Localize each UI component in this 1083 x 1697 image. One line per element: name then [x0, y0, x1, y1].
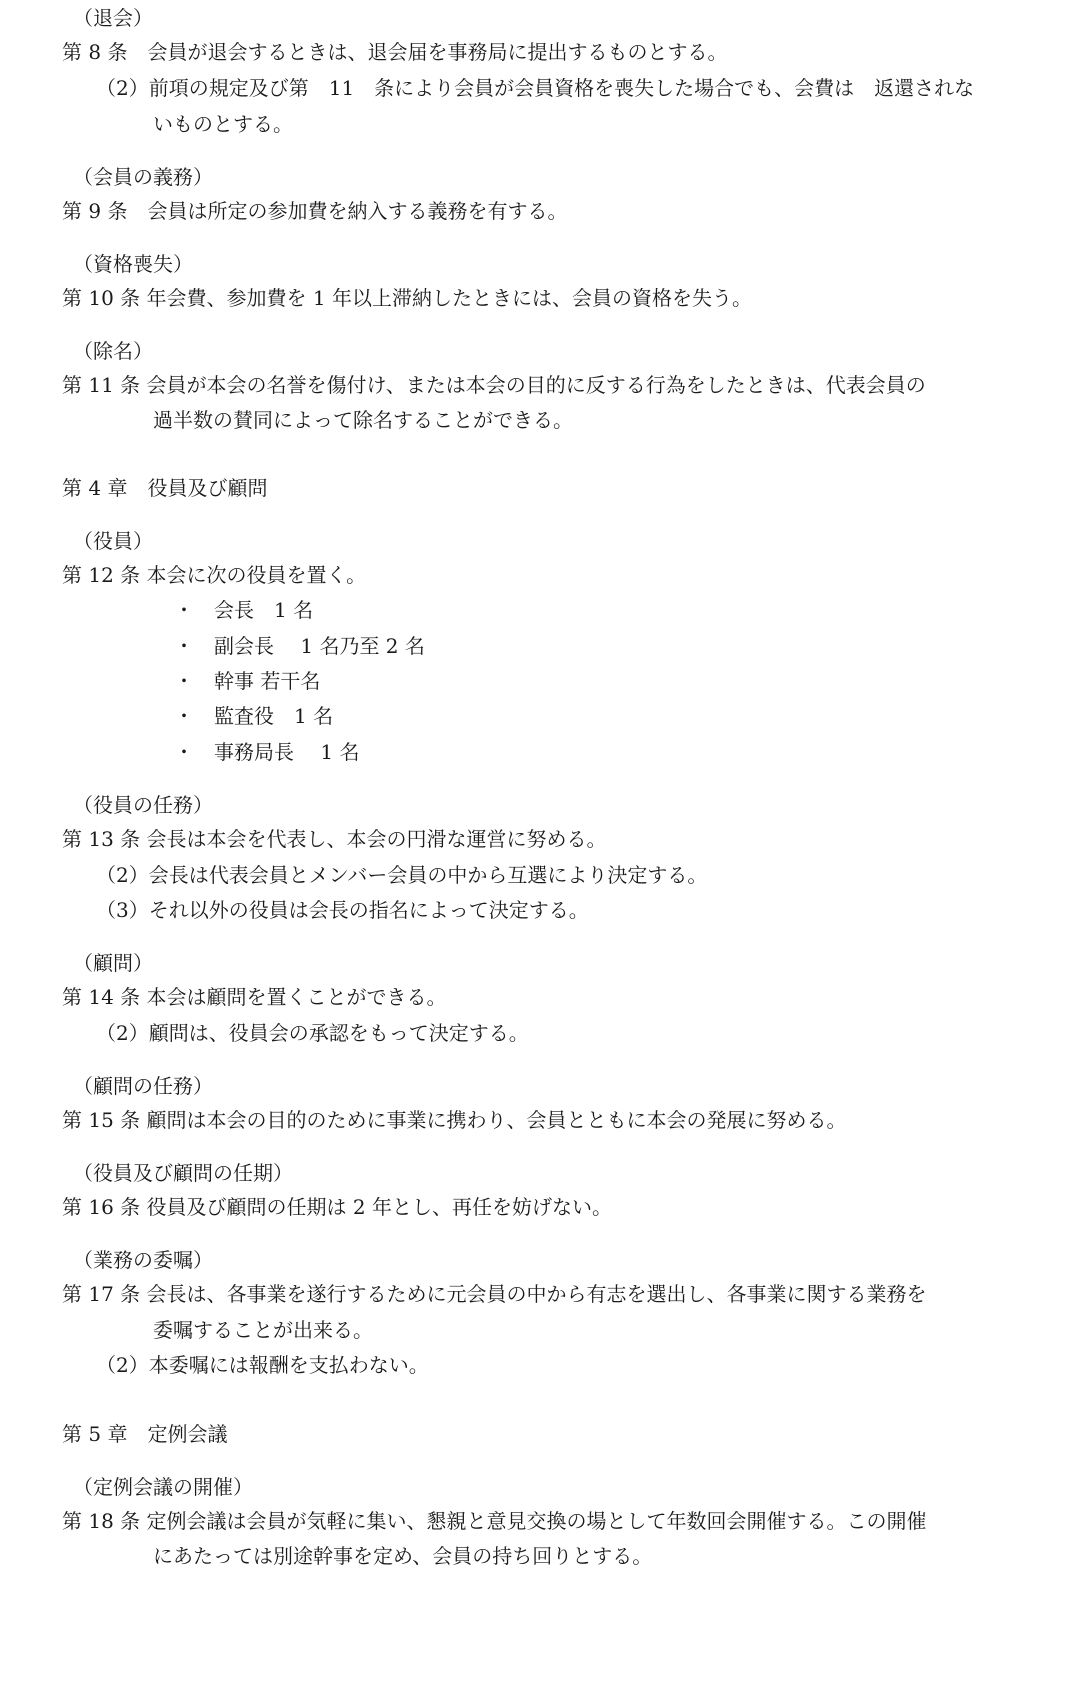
text-line: （顧問）: [73, 951, 153, 975]
text-line: ・ 幹事 若干名: [174, 669, 321, 693]
text-line: 第 13 条 会長は本会を代表し、本会の円滑な運営に努める。: [62, 827, 607, 851]
text-line: （定例会議の開催）: [73, 1475, 253, 1499]
text-line: （業務の委嘱）: [73, 1248, 213, 1272]
text-line: 第 10 条 年会費、参加費を 1 年以上滞納したときには、会員の資格を失う。: [62, 286, 752, 310]
text-line: （2）前項の規定及び第 11 条により会員が会員資格を喪失した場合でも、会費は 返還されな: [96, 76, 975, 100]
text-line: 委嘱することが出来る。: [153, 1318, 373, 1342]
text-line: （2）顧問は、役員会の承認をもって決定する。: [96, 1021, 529, 1045]
text-line: ・ 会長 1 名: [174, 598, 314, 622]
text-line: 第 5 章 定例会議: [62, 1422, 228, 1446]
text-line: 第 16 条 役員及び顧問の任期は 2 年とし、再任を妨げない。: [62, 1195, 612, 1219]
text-line: 第 11 条 会員が本会の名誉を傷付け、または本会の目的に反する行為をしたときは、代表会員の: [62, 373, 926, 397]
text-line: 第 4 章 役員及び顧問: [62, 476, 268, 500]
text-line: いものとする。: [153, 112, 293, 136]
text-line: 第 12 条 本会に次の役員を置く。: [62, 563, 367, 587]
text-line: （除名）: [73, 339, 153, 363]
text-line: （3）それ以外の役員は会長の指名によって決定する。: [96, 898, 589, 922]
text-line: ・ 副会長 1 名乃至 2 名: [174, 634, 425, 658]
text-line: （会員の義務）: [73, 165, 213, 189]
text-line: （2）会長は代表会員とメンバー会員の中から互選により決定する。: [96, 863, 708, 887]
text-line: （役員の任務）: [73, 793, 213, 817]
text-line: にあたっては別途幹事を定め、会員の持ち回りとする。: [153, 1544, 653, 1568]
text-line: 過半数の賛同によって除名することができる。: [153, 408, 573, 432]
text-line: （顧問の任務）: [73, 1074, 213, 1098]
text-line: ・ 監査役 1 名: [174, 704, 334, 728]
text-line: 第 9 条 会員は所定の参加費を納入する義務を有する。: [62, 199, 568, 223]
text-line: （退会）: [73, 6, 153, 30]
text-line: （役員及び顧問の任期）: [73, 1161, 293, 1185]
text-line: （2）本委嘱には報酬を支払わない。: [96, 1353, 429, 1377]
text-line: （資格喪失）: [73, 252, 193, 276]
text-line: 第 17 条 会長は、各事業を遂行するために元会員の中から有志を選出し、各事業に関する業務を: [62, 1282, 927, 1306]
text-line: 第 14 条 本会は顧問を置くことができる。: [62, 985, 447, 1009]
text-line: 第 15 条 顧問は本会の目的のために事業に携わり、会員とともに本会の発展に努める。: [62, 1108, 847, 1132]
text-line: ・ 事務局長 1 名: [174, 740, 360, 764]
text-line: 第 8 条 会員が退会するときは、退会届を事務局に提出するものとする。: [62, 40, 728, 64]
text-line: 第 18 条 定例会議は会員が気軽に集い、懇親と意見交換の場として年数回会開催する。この開催: [62, 1509, 927, 1533]
text-line: （役員）: [73, 529, 153, 553]
